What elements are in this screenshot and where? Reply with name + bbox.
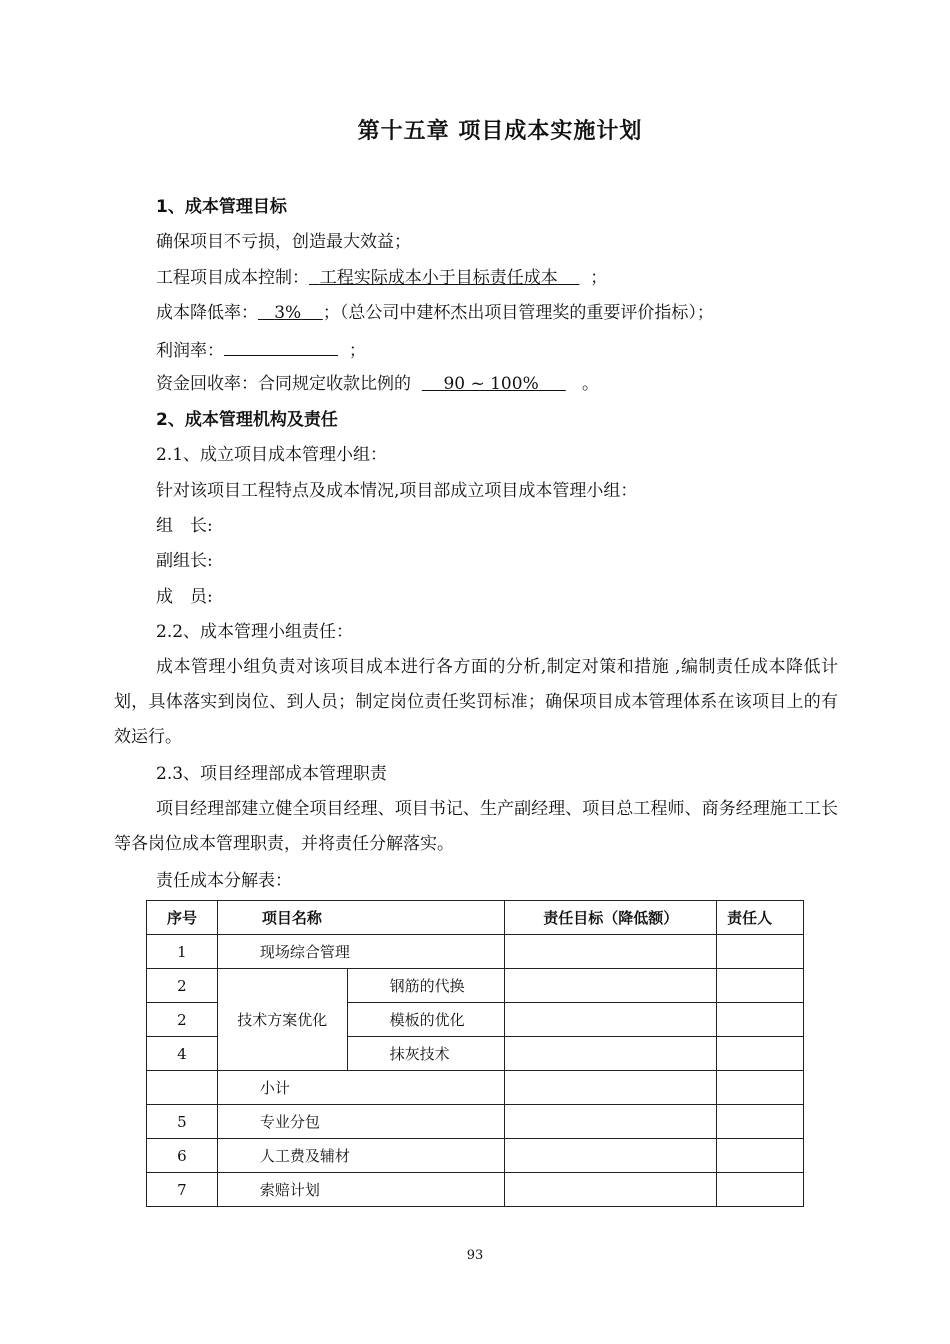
recovery-line [156, 372, 599, 396]
cost-reduction-value: 3% [274, 303, 302, 323]
section-1-heading: 1、成本管理目标 [156, 197, 287, 217]
cell-person [717, 1139, 804, 1173]
cell-seq: 2 [147, 969, 218, 1003]
recovery-label: 资金回收率：合同规定收款比例的 [156, 374, 411, 394]
chapter-title: 第十五章 项目成本实施计划 [357, 119, 643, 144]
profit-blank [224, 337, 338, 356]
cell-seq: 5 [147, 1105, 218, 1139]
cell-target [505, 1139, 717, 1173]
cell-person [717, 935, 804, 969]
table-row [147, 1173, 804, 1207]
recovery-end: 。 [581, 374, 599, 394]
table-header-row [147, 901, 804, 935]
cell-person [717, 1105, 804, 1139]
subsection-2-3: 2.3、项目经理部成本管理职责 [156, 764, 388, 784]
cell-target [505, 1037, 717, 1071]
cell-name: 专业分包 [217, 1105, 505, 1139]
header-name: 项目名称 [217, 901, 505, 935]
cell-seq: 1 [147, 935, 218, 969]
cell-person [717, 1173, 804, 1207]
section-2-heading: 2、成本管理机构及责任 [156, 410, 338, 430]
cell-target [505, 1173, 717, 1207]
member-line: 成 员: [156, 587, 213, 607]
subsection-2-1: 2.1、成立项目成本管理小组： [156, 445, 388, 465]
subsection-2-2-text: 成本管理小组负责对该项目成本进行各方面的分析,制定对策和措施 ,编制责任成本降低计划，具体落实到岗位、到人员；制定岗位责任奖罚标准；确保项目成本管理体系在该项目上的有效运行。 [114, 657, 838, 747]
cell-seq [147, 1071, 218, 1105]
cell-person [717, 1003, 804, 1037]
vice-leader-line: 副组长: [156, 551, 213, 571]
table-caption: 责任成本分解表： [156, 871, 292, 891]
table-row [147, 935, 804, 969]
cell-target [505, 1105, 717, 1139]
cell-name: 现场综合管理 [217, 935, 505, 969]
cell-name: 索赔计划 [217, 1173, 505, 1207]
cell-sub-name: 抹灰技术 [347, 1037, 505, 1071]
subsection-2-3-text: 项目经理部建立健全项目经理、项目书记、生产副经理、项目总工程师、商务经理施工工长等各岗位成本管理职责，并将责任分解落实。 [114, 799, 838, 854]
cell-target [505, 935, 717, 969]
cell-sub-name: 模板的优化 [347, 1003, 505, 1037]
profit-line [156, 337, 366, 363]
profit-end: ； [348, 341, 366, 361]
cost-control-value: 工程实际成本小于目标责任成本 [319, 268, 558, 288]
profit-label: 利润率： [156, 341, 224, 361]
cell-seq: 7 [147, 1173, 218, 1207]
leader-line: 组 长: [156, 516, 213, 536]
table-row-subtotal [147, 1071, 804, 1105]
cell-target [505, 1071, 717, 1105]
cell-seq: 6 [147, 1139, 218, 1173]
cell-group-name: 技术方案优化 [217, 969, 347, 1071]
cost-control-label: 工程项目成本控制： [156, 268, 309, 288]
cost-reduction-label: 成本降低率： [156, 303, 258, 323]
cell-target [505, 1003, 717, 1037]
cell-person [717, 1071, 804, 1105]
header-person: 责任人 [717, 901, 804, 935]
header-seq: 序号 [147, 901, 218, 935]
cell-person [717, 1037, 804, 1071]
cell-target [505, 969, 717, 1003]
cost-control-line [156, 266, 607, 290]
subsection-2-1-text: 针对该项目工程特点及成本情况,项目部成立项目成本管理小组： [156, 481, 638, 501]
cell-sub-name: 钢筋的代换 [347, 969, 505, 1003]
header-target: 责任目标（降低额） [505, 901, 717, 935]
table-row [147, 969, 804, 1003]
cell-seq: 4 [147, 1037, 218, 1071]
cell-name: 人工费及辅材 [217, 1139, 505, 1173]
table-row [147, 1139, 804, 1173]
table-row [147, 1105, 804, 1139]
cell-subtotal: 小计 [217, 1071, 505, 1105]
cost-breakdown-table [146, 900, 804, 1207]
subsection-2-2: 2.2、成本管理小组责任： [156, 622, 354, 642]
cost-reduction-line [156, 301, 714, 325]
page-number: 93 [466, 1248, 484, 1263]
goal-line: 确保项目不亏损，创造最大效益； [156, 232, 411, 252]
cost-control-end: ； [590, 268, 608, 288]
cell-seq: 2 [147, 1003, 218, 1037]
recovery-value: 90 ~ 100% [443, 374, 539, 394]
cost-reduction-note: ；（总公司中建杯杰出项目管理奖的重要评价指标）； [322, 303, 714, 323]
cell-person [717, 969, 804, 1003]
